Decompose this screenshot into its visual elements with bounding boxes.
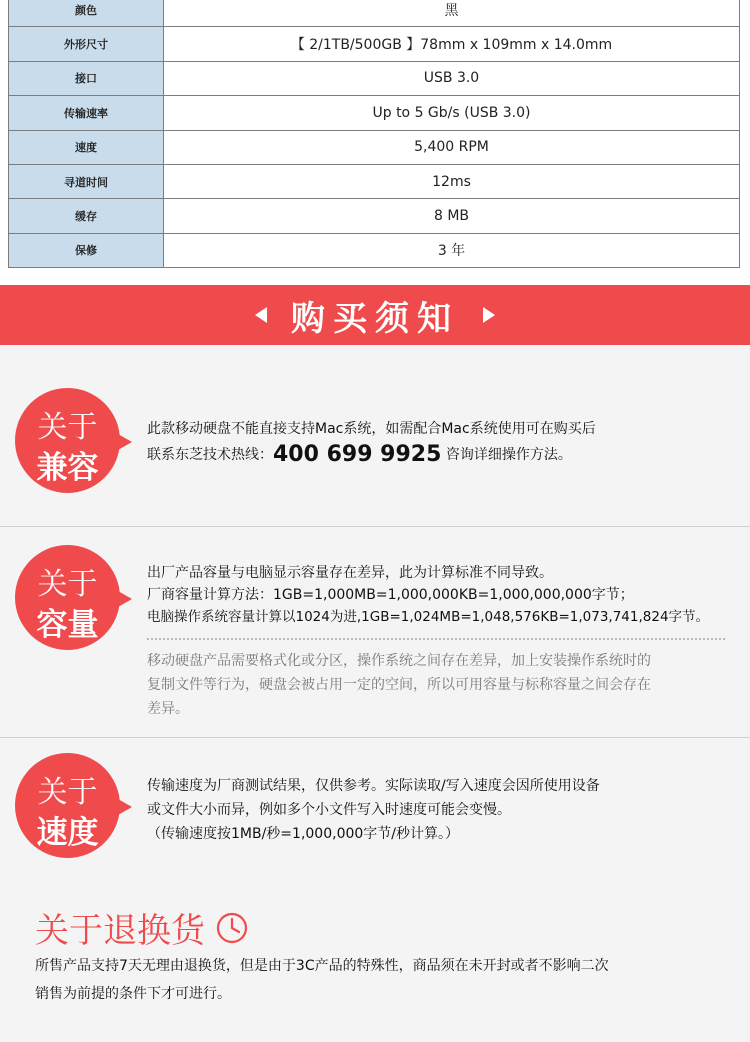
speed-badge-line1: 关于	[37, 775, 98, 810]
spec-value-color: 黑	[164, 0, 740, 27]
table-row	[9, 27, 740, 61]
spec-label-interface: 接口	[9, 61, 164, 95]
returns-text	[35, 952, 725, 1008]
banner-title: 购买须知	[291, 298, 459, 339]
capacity-note-line1: 移动硬盘产品需要格式化或分区，操作系统之间存在差异，加上安装操作系统时的	[147, 653, 651, 669]
capacity-note-line2: 复制文件等行为，硬盘会被占用一定的空间，所以可用容量与标称容量之间会存在	[147, 677, 651, 693]
table-row	[9, 130, 740, 164]
compat-line2	[147, 444, 737, 466]
compat-line2-post: 咨询详细操作方法。	[441, 447, 572, 463]
speed-badge	[15, 753, 120, 858]
table-row	[9, 0, 740, 27]
returns-line1: 所售产品支持7天无理由退换货，但是由于3C产品的特殊性，商品须在未开封或者不影响二次	[35, 958, 609, 974]
capacity-line3: 电脑操作系统容量计算以1024为进,1GB=1,024MB=1,048,576KB=1,073,741,824字节。	[147, 609, 710, 625]
triangle-right-icon	[483, 307, 495, 323]
spec-label-speed: 速度	[9, 130, 164, 164]
capacity-line2: 厂商容量计算方法：1GB=1,000MB=1,000,000KB=1,000,000,000字节；	[147, 587, 634, 603]
returns-title	[35, 903, 249, 952]
capacity-note	[147, 649, 732, 721]
returns-line2: 销售为前提的条件下才可进行。	[35, 986, 231, 1002]
section-divider	[0, 526, 750, 527]
dotted-divider	[147, 638, 725, 640]
compat-line2-pre: 联系东芝技术热线：	[147, 447, 273, 463]
spec-section	[0, 0, 750, 285]
spec-value-dimensions: 【 2/1TB/500GB 】78mm x 109mm x 14.0mm	[164, 27, 740, 61]
speed-line1: 传输速度为厂商测试结果，仅供参考。实际读取/写入速度会因所使用设备	[147, 778, 600, 794]
speed-badge-line2: 速度	[36, 815, 99, 851]
compat-badge	[15, 388, 120, 493]
spec-value-interface: USB 3.0	[164, 61, 740, 95]
table-row	[9, 164, 740, 198]
table-row	[9, 61, 740, 95]
spec-label-cache: 缓存	[9, 199, 164, 233]
capacity-badge	[15, 545, 120, 650]
capacity-note-line3: 差异。	[147, 701, 189, 717]
capacity-badge-line1: 关于	[37, 567, 98, 602]
compat-text	[147, 418, 737, 466]
spec-label-dimensions: 外形尺寸	[9, 27, 164, 61]
spec-table	[8, 0, 740, 268]
table-row	[9, 96, 740, 130]
table-row	[9, 233, 740, 267]
purchase-notice-banner	[0, 285, 750, 345]
speed-line3: （传输速度按1MB/秒=1,000,000字节/秒计算。）	[147, 826, 460, 842]
section-divider	[0, 737, 750, 738]
speed-line2: 或文件大小而异，例如多个小文件写入时速度可能会变慢。	[147, 802, 511, 818]
spec-label-transfer-rate: 传输速率	[9, 96, 164, 130]
compat-badge-line2: 兼容	[36, 450, 99, 486]
table-row	[9, 199, 740, 233]
spec-value-warranty: 3 年	[164, 233, 740, 267]
compat-line1: 此款移动硬盘不能直接支持Mac系统，如需配合Mac系统使用可在购买后	[147, 421, 596, 437]
capacity-text	[147, 562, 747, 628]
capacity-badge-line2: 容量	[36, 607, 99, 643]
spec-label-seek-time: 寻道时间	[9, 164, 164, 198]
capacity-line1: 出厂产品容量与电脑显示容量存在差异，此为计算标准不同导致。	[147, 565, 553, 581]
spec-label-color: 颜色	[9, 0, 164, 27]
triangle-left-icon	[255, 307, 267, 323]
spec-label-warranty: 保修	[9, 233, 164, 267]
spec-value-speed: 5,400 RPM	[164, 130, 740, 164]
spec-value-transfer-rate: Up to 5 Gb/s (USB 3.0)	[164, 96, 740, 130]
clock-icon	[215, 911, 249, 945]
returns-title-text: 关于退换货	[35, 911, 205, 951]
spec-value-cache: 8 MB	[164, 199, 740, 233]
hotline-number: 400 699 9925	[273, 442, 442, 467]
speed-text	[147, 774, 737, 846]
spec-value-seek-time: 12ms	[164, 164, 740, 198]
compat-badge-line1: 关于	[37, 410, 98, 445]
